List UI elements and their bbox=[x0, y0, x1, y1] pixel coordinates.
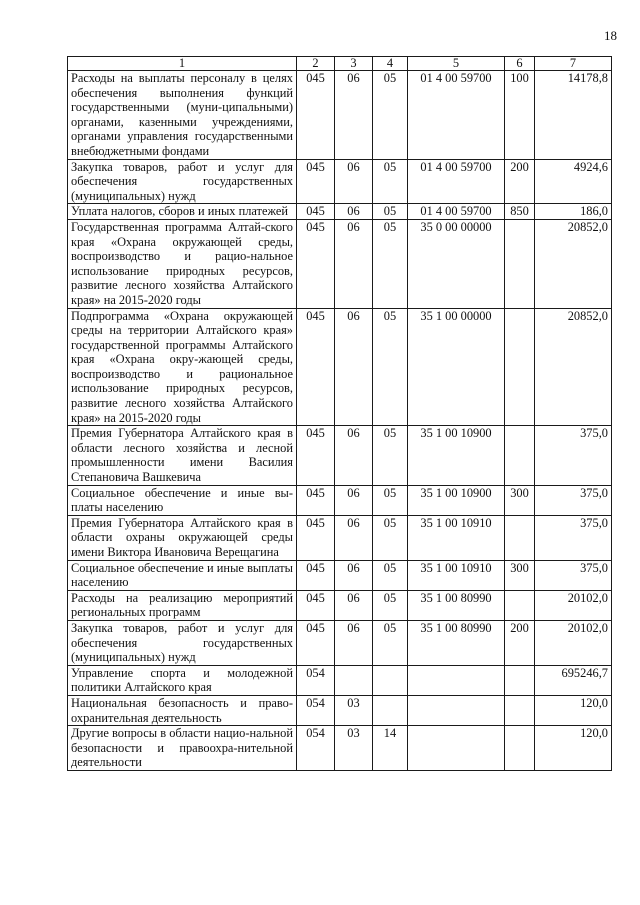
table-row bbox=[68, 219, 612, 308]
section-code: 06 bbox=[335, 560, 373, 590]
target-article-code: 35 1 00 00000 bbox=[408, 308, 505, 426]
column-header: 1 bbox=[68, 57, 297, 71]
expense-name: Социальное обеспечение и иные выплаты населению bbox=[68, 560, 297, 590]
subsection-code: 05 bbox=[373, 620, 408, 665]
department-code: 045 bbox=[297, 159, 335, 204]
section-code: 03 bbox=[335, 726, 373, 771]
subsection-code bbox=[373, 695, 408, 725]
target-article-code: 35 1 00 10900 bbox=[408, 426, 505, 485]
expense-name: Премия Губернатора Алтайского края в области лесного хозяйства и лесной промышленности имени Василия Степановича Вашкевича bbox=[68, 426, 297, 485]
expense-name: Расходы на выплаты персоналу в целях обеспечения выполнения функций государственными (муни-ципальными) органами, казенными учреждениями, органами управления государственными внебюджетными фондами bbox=[68, 71, 297, 160]
subsection-code: 05 bbox=[373, 485, 408, 515]
amount: 375,0 bbox=[535, 485, 612, 515]
expense-name: Государственная программа Алтай-ского края «Охрана окружающей среды, воспроизводство и рацио-нальное использование природных ресурсов, развитие лесного хозяйства Алтайского края» на 2015-2020 годы bbox=[68, 219, 297, 308]
expense-type-code bbox=[505, 308, 535, 426]
column-header: 4 bbox=[373, 57, 408, 71]
section-code: 06 bbox=[335, 308, 373, 426]
department-code: 054 bbox=[297, 726, 335, 771]
amount: 20102,0 bbox=[535, 590, 612, 620]
department-code: 045 bbox=[297, 71, 335, 160]
section-code: 03 bbox=[335, 695, 373, 725]
target-article-code: 35 1 00 10910 bbox=[408, 515, 505, 560]
expense-type-code bbox=[505, 219, 535, 308]
expense-name: Подпрограмма «Охрана окружающей среды на территории Алтайского края» государственной программы Алтайского края «Охрана окру-жающей среды, воспроизводство и рациональное использование природных ресурсов, развитие лесного хозяйства Алтайского края» на 2015-2020 годы bbox=[68, 308, 297, 426]
amount: 20102,0 bbox=[535, 620, 612, 665]
table-row bbox=[68, 726, 612, 771]
table-row bbox=[68, 159, 612, 204]
department-code: 045 bbox=[297, 515, 335, 560]
target-article-code: 35 1 00 80990 bbox=[408, 620, 505, 665]
budget-table bbox=[67, 56, 612, 771]
expense-type-code: 200 bbox=[505, 159, 535, 204]
subsection-code bbox=[373, 665, 408, 695]
department-code: 054 bbox=[297, 665, 335, 695]
column-header: 6 bbox=[505, 57, 535, 71]
expense-name: Премия Губернатора Алтайского края в области охраны окружающей среды имени Виктора Ивановича Верещагина bbox=[68, 515, 297, 560]
section-code bbox=[335, 665, 373, 695]
column-header: 2 bbox=[297, 57, 335, 71]
subsection-code: 05 bbox=[373, 308, 408, 426]
expense-name: Управление спорта и молодежной политики Алтайского края bbox=[68, 665, 297, 695]
department-code: 045 bbox=[297, 590, 335, 620]
target-article-code: 35 1 00 10910 bbox=[408, 560, 505, 590]
amount: 375,0 bbox=[535, 515, 612, 560]
amount: 186,0 bbox=[535, 204, 612, 220]
department-code: 045 bbox=[297, 485, 335, 515]
column-header: 3 bbox=[335, 57, 373, 71]
amount: 4924,6 bbox=[535, 159, 612, 204]
expense-type-code bbox=[505, 426, 535, 485]
subsection-code: 14 bbox=[373, 726, 408, 771]
expense-type-code bbox=[505, 590, 535, 620]
amount: 14178,8 bbox=[535, 71, 612, 160]
expense-type-code: 300 bbox=[505, 560, 535, 590]
target-article-code: 01 4 00 59700 bbox=[408, 159, 505, 204]
section-code: 06 bbox=[335, 204, 373, 220]
department-code: 045 bbox=[297, 560, 335, 590]
target-article-code bbox=[408, 726, 505, 771]
expense-name: Закупка товаров, работ и услуг для обеспечения государственных (муниципальных) нужд bbox=[68, 159, 297, 204]
table-row bbox=[68, 204, 612, 220]
amount: 120,0 bbox=[535, 726, 612, 771]
section-code: 06 bbox=[335, 515, 373, 560]
expense-type-code: 850 bbox=[505, 204, 535, 220]
section-code: 06 bbox=[335, 219, 373, 308]
expense-name: Расходы на реализацию мероприятий региональных программ bbox=[68, 590, 297, 620]
subsection-code: 05 bbox=[373, 590, 408, 620]
table-row bbox=[68, 485, 612, 515]
department-code: 045 bbox=[297, 426, 335, 485]
subsection-code: 05 bbox=[373, 159, 408, 204]
subsection-code: 05 bbox=[373, 204, 408, 220]
page-number: 18 bbox=[604, 28, 617, 43]
target-article-code: 01 4 00 59700 bbox=[408, 71, 505, 160]
table-row bbox=[68, 620, 612, 665]
section-code: 06 bbox=[335, 485, 373, 515]
column-header: 5 bbox=[408, 57, 505, 71]
section-code: 06 bbox=[335, 590, 373, 620]
target-article-code: 35 0 00 00000 bbox=[408, 219, 505, 308]
amount: 695246,7 bbox=[535, 665, 612, 695]
subsection-code: 05 bbox=[373, 219, 408, 308]
target-article-code: 35 1 00 80990 bbox=[408, 590, 505, 620]
target-article-code: 01 4 00 59700 bbox=[408, 204, 505, 220]
subsection-code: 05 bbox=[373, 71, 408, 160]
amount: 20852,0 bbox=[535, 219, 612, 308]
table-row bbox=[68, 71, 612, 160]
table-row bbox=[68, 560, 612, 590]
target-article-code bbox=[408, 665, 505, 695]
table-row bbox=[68, 426, 612, 485]
amount: 375,0 bbox=[535, 560, 612, 590]
table-row bbox=[68, 590, 612, 620]
expense-type-code: 200 bbox=[505, 620, 535, 665]
expense-name: Социальное обеспечение и иные вы-платы населению bbox=[68, 485, 297, 515]
table-row bbox=[68, 308, 612, 426]
amount: 120,0 bbox=[535, 695, 612, 725]
table-row bbox=[68, 665, 612, 695]
subsection-code: 05 bbox=[373, 426, 408, 485]
expense-name: Национальная безопасность и право-охранительная деятельность bbox=[68, 695, 297, 725]
section-code: 06 bbox=[335, 620, 373, 665]
department-code: 045 bbox=[297, 219, 335, 308]
expense-type-code bbox=[505, 726, 535, 771]
department-code: 045 bbox=[297, 204, 335, 220]
expense-type-code: 100 bbox=[505, 71, 535, 160]
subsection-code: 05 bbox=[373, 560, 408, 590]
expense-name: Закупка товаров, работ и услуг для обеспечения государственных (муниципальных) нужд bbox=[68, 620, 297, 665]
expense-name: Другие вопросы в области нацио-нальной безопасности и правоохра-нительной деятельности bbox=[68, 726, 297, 771]
subsection-code: 05 bbox=[373, 515, 408, 560]
department-code: 045 bbox=[297, 308, 335, 426]
expense-name: Уплата налогов, сборов и иных платежей bbox=[68, 204, 297, 220]
department-code: 054 bbox=[297, 695, 335, 725]
amount: 375,0 bbox=[535, 426, 612, 485]
target-article-code bbox=[408, 695, 505, 725]
expense-type-code bbox=[505, 695, 535, 725]
table-row bbox=[68, 515, 612, 560]
table-header-row bbox=[68, 57, 612, 71]
table-row bbox=[68, 695, 612, 725]
expense-type-code bbox=[505, 515, 535, 560]
expense-type-code bbox=[505, 665, 535, 695]
section-code: 06 bbox=[335, 426, 373, 485]
amount: 20852,0 bbox=[535, 308, 612, 426]
target-article-code: 35 1 00 10900 bbox=[408, 485, 505, 515]
department-code: 045 bbox=[297, 620, 335, 665]
expense-type-code: 300 bbox=[505, 485, 535, 515]
section-code: 06 bbox=[335, 71, 373, 160]
section-code: 06 bbox=[335, 159, 373, 204]
column-header: 7 bbox=[535, 57, 612, 71]
